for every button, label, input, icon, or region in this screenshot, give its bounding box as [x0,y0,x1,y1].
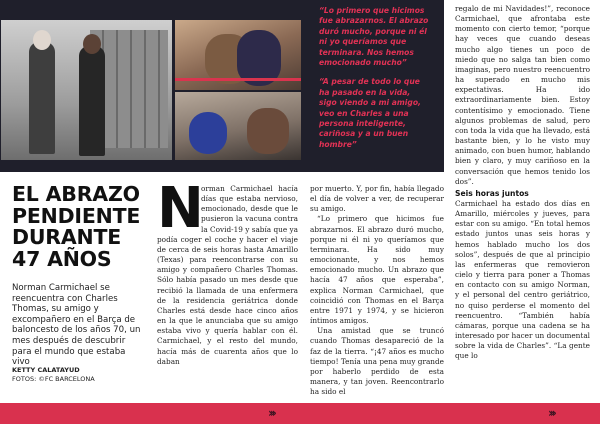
column-2-paragraph-1: por muerto. Y, por fin, había llegado el día de volver a ver, de recuperar su amigo. [310,184,444,214]
player-figure-left [29,42,55,154]
visitor-figure [247,108,289,154]
byline [12,366,95,384]
footer-band [0,403,600,424]
headline-line-1: EL ABRAZO [12,182,140,206]
drop-cap: N [157,184,204,241]
visit-photo [175,92,301,160]
article-column-2 [310,184,444,397]
section-subhead: Seis horas juntos [455,188,529,198]
headline-line-3: DURANTE [12,225,122,249]
column-3-paragraph-2: Carmichael ha estado dos días en Amarillo, miércoles y jueves, para estar con su amigo. “En total hemos estado juntos unas seis horas y hemos hablado mucho los dos solos”, después de que al principio las enfermeras que removieron cielo y tierra para poner a Thomas en contacto con su amigo Norman, y el personal del centro geriátrico, no quiso perderse el momento del reencuentro. “También había cámaras, porque una cadena se ha interesado por hacer un documental sobre la vida de Charles”. “La gente que lo [455,198,590,361]
photo-credit: FOTOS: ©FC BARCELONA [12,375,95,383]
headline-line-4: 47 AÑOS [12,246,112,271]
quote-panel [301,0,444,172]
player-head-right [83,34,101,54]
column-1-text: orman Carmichael hacía días que estaba nervioso, emocionado, desde que le pusieron la vacuna contra la Covid-19 y sabía que ya podía coger el coche y hacer el viaje de cerca de seis horas hasta Amarillo (Texas) para reencontrarse con su amigo y compañero Charles Thomas. Sólo había pasado un mes desde que recibió la llamada de una enfermera de la residencia geriátrica donde Charles está desde hace cinco años en la que le anunciaba que su amigo estaba vivo y quería hablar con él. Carmichael, y el resto del mundo, hacía más de cuarenta años que lo daban [157,184,298,366]
article-subtitle: Norman Carmichael se reencuentra con Charles Thomas, su amigo y excompañero en el Barça de baloncesto de los años 70, un mes después de descubrir para el mundo que estaba vivo [12,283,141,368]
chevrons-right-icon: ››› [548,406,554,420]
locker-room-photo [1,20,172,160]
column-2-paragraph-2: “Lo primero que hicimos fue abrazarnos. El abrazo duró mucho, porque ni él ni yo queríamos que terminara. Ha sido muy emocionante, y nos hemos emocionado mucho. Un abrazo que hacía 47 años que esperaba”, explica Norman Carmichael, que coincidió con Thomas en el Barça entre 1971 y 1974, y se hicieron íntimos amigos. [310,214,444,326]
embrace-photo [175,20,301,90]
seated-figure [189,112,227,154]
column-2-paragraph-3: Una amistad que se truncó cuando Thomas desapareció de la faz de la tierra. “¡47 años es mucho tiempo! Tenía una pena muy grande por haberlo perdido de esta manera, y tan joven. Reencontrarlo ha sido el [310,326,444,397]
pull-quote-1: “Lo primero que hicimos fue abrazarnos. El abrazo duró mucho, porque ni él ni yo queríamos que terminara. Nos hemos emocionado mucho” [319,6,429,68]
player-figure-right [79,46,105,156]
chevrons-left-icon: ››› [268,406,274,420]
handrail-graphic [175,78,301,81]
player-head-left [33,30,51,50]
column-3-paragraph-1: regalo de mi Navidades!”, reconoce Carmichael, que afrontaba este momento con cierto temor, “porque hay veces que cuando deseas mucho algo tienes un poco de miedo que no salga tan bien como imaginas, pero nuestro reencuentro ha superado en mucho mis expectativas. Ha ido extraordinariamente bien. Estoy contentísimo y emocionado. Tiene algunos problemas de salud, pero con toda la vida que ha llevado, está bastante bien, y lo he visto muy animado, con buen humor, hablando bien y claro, y muy cariñoso en la conversación que hemos tenido los dos”. [455,4,590,186]
pull-quote-2: “A pesar de todo lo que ha pasado en la vida, sigo viendo a mi amigo, veo en Charles a una persona inteligente, cariñosa y a un buen hombre” [319,77,421,149]
article-column-3 [455,4,590,361]
article-column-1 [157,184,298,396]
photo-collage [0,0,301,172]
headline-line-2: PENDIENTE [12,203,141,228]
article-headline [12,184,150,270]
author-name: KETTY CALATAYUD [12,366,80,374]
